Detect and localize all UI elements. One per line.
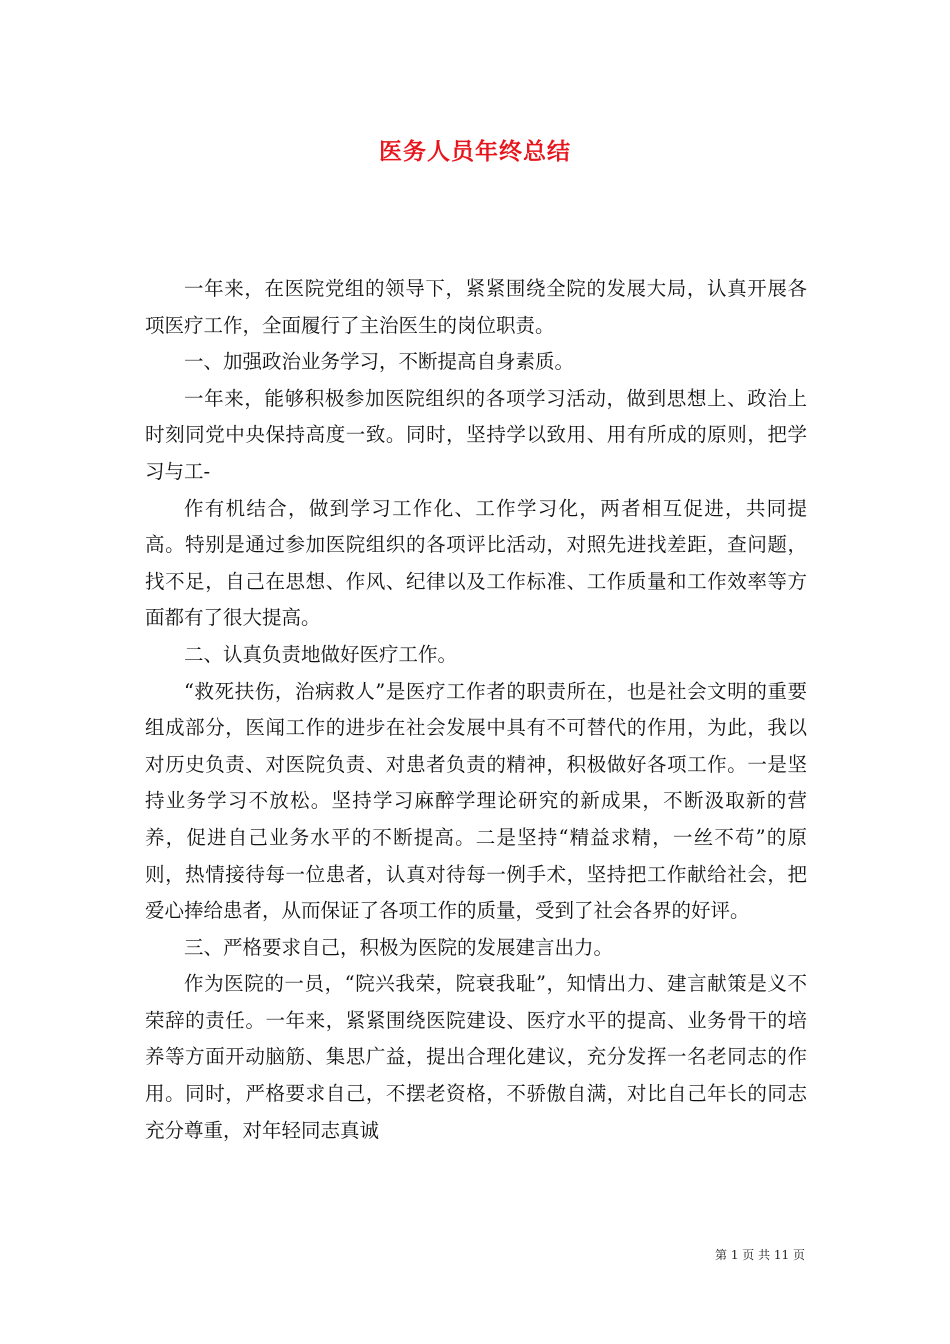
document-body xyxy=(145,271,807,1149)
paragraph-study: 一年来，能够积极参加医院组织的各项学习活动，做到思想上、政治上时刻同党中央保持高度一致。同时，坚持学以致用、用有所成的原则，把学习与工- xyxy=(145,386,807,483)
section-heading-3: 三、严格要求自己，积极为医院的发展建言出力。 xyxy=(184,935,614,959)
paragraph-study-continued: 作有机结合，做到学习工作化、工作学习化，两者相互促进，共同提高。特别是通过参加医院组织的各项评比活动，对照先进找差距，查问题，找不足，自己在思想、作风、纪律以及工作标准、工作质量和工作效率等方面都有了很大提高。 xyxy=(145,496,807,630)
section-heading-1: 一、加强政治业务学习，不断提高自身素质。 xyxy=(184,350,575,374)
page-number-footer: 第 1 页 共 11 页 xyxy=(715,1248,805,1262)
paragraph-suggestions: 作为医院的一员，“院兴我荣，院衰我耻”，知情出力、建言献策是义不荣辞的责任。一年来，紧紧围绕医院建设、医疗水平的提高、业务骨干的培养等方面开动脑筋、集思广益，提出合理化建议，充分发挥一名老同志的作用。同时，严格要求自己，不摆老资格，不骄傲自满，对比自己年长的同志充分尊重，对年轻同志真诚 xyxy=(145,972,807,1142)
document-title: 医务人员年终总结 xyxy=(379,138,571,165)
paragraph-medical-work: “救死扶伤，治病救人”是医疗工作者的职责所在，也是社会文明的重要组成部分，医闻工作的进步在社会发展中具有不可替代的作用，为此，我以对历史负责、对医院负责、对患者负责的精神，积极做好各项工作。一是坚持业务学习不放松。坚持学习麻醉学理论研究的新成果，不断汲取新的营养，促进自己业务水平的不断提高。二是坚持“精益求精，一丝不苟”的原则，热情接待每一位患者，认真对待每一例手术，坚持把工作献给社会，把爱心捧给患者，从而保证了各项工作的质量，受到了社会各界的好评。 xyxy=(145,679,807,923)
paragraph-intro: 一年来，在医院党组的领导下，紧紧围绕全院的发展大局，认真开展各项医疗工作，全面履行了主治医生的岗位职责。 xyxy=(145,277,807,337)
section-heading-2: 二、认真负责地做好医疗工作。 xyxy=(184,642,458,666)
